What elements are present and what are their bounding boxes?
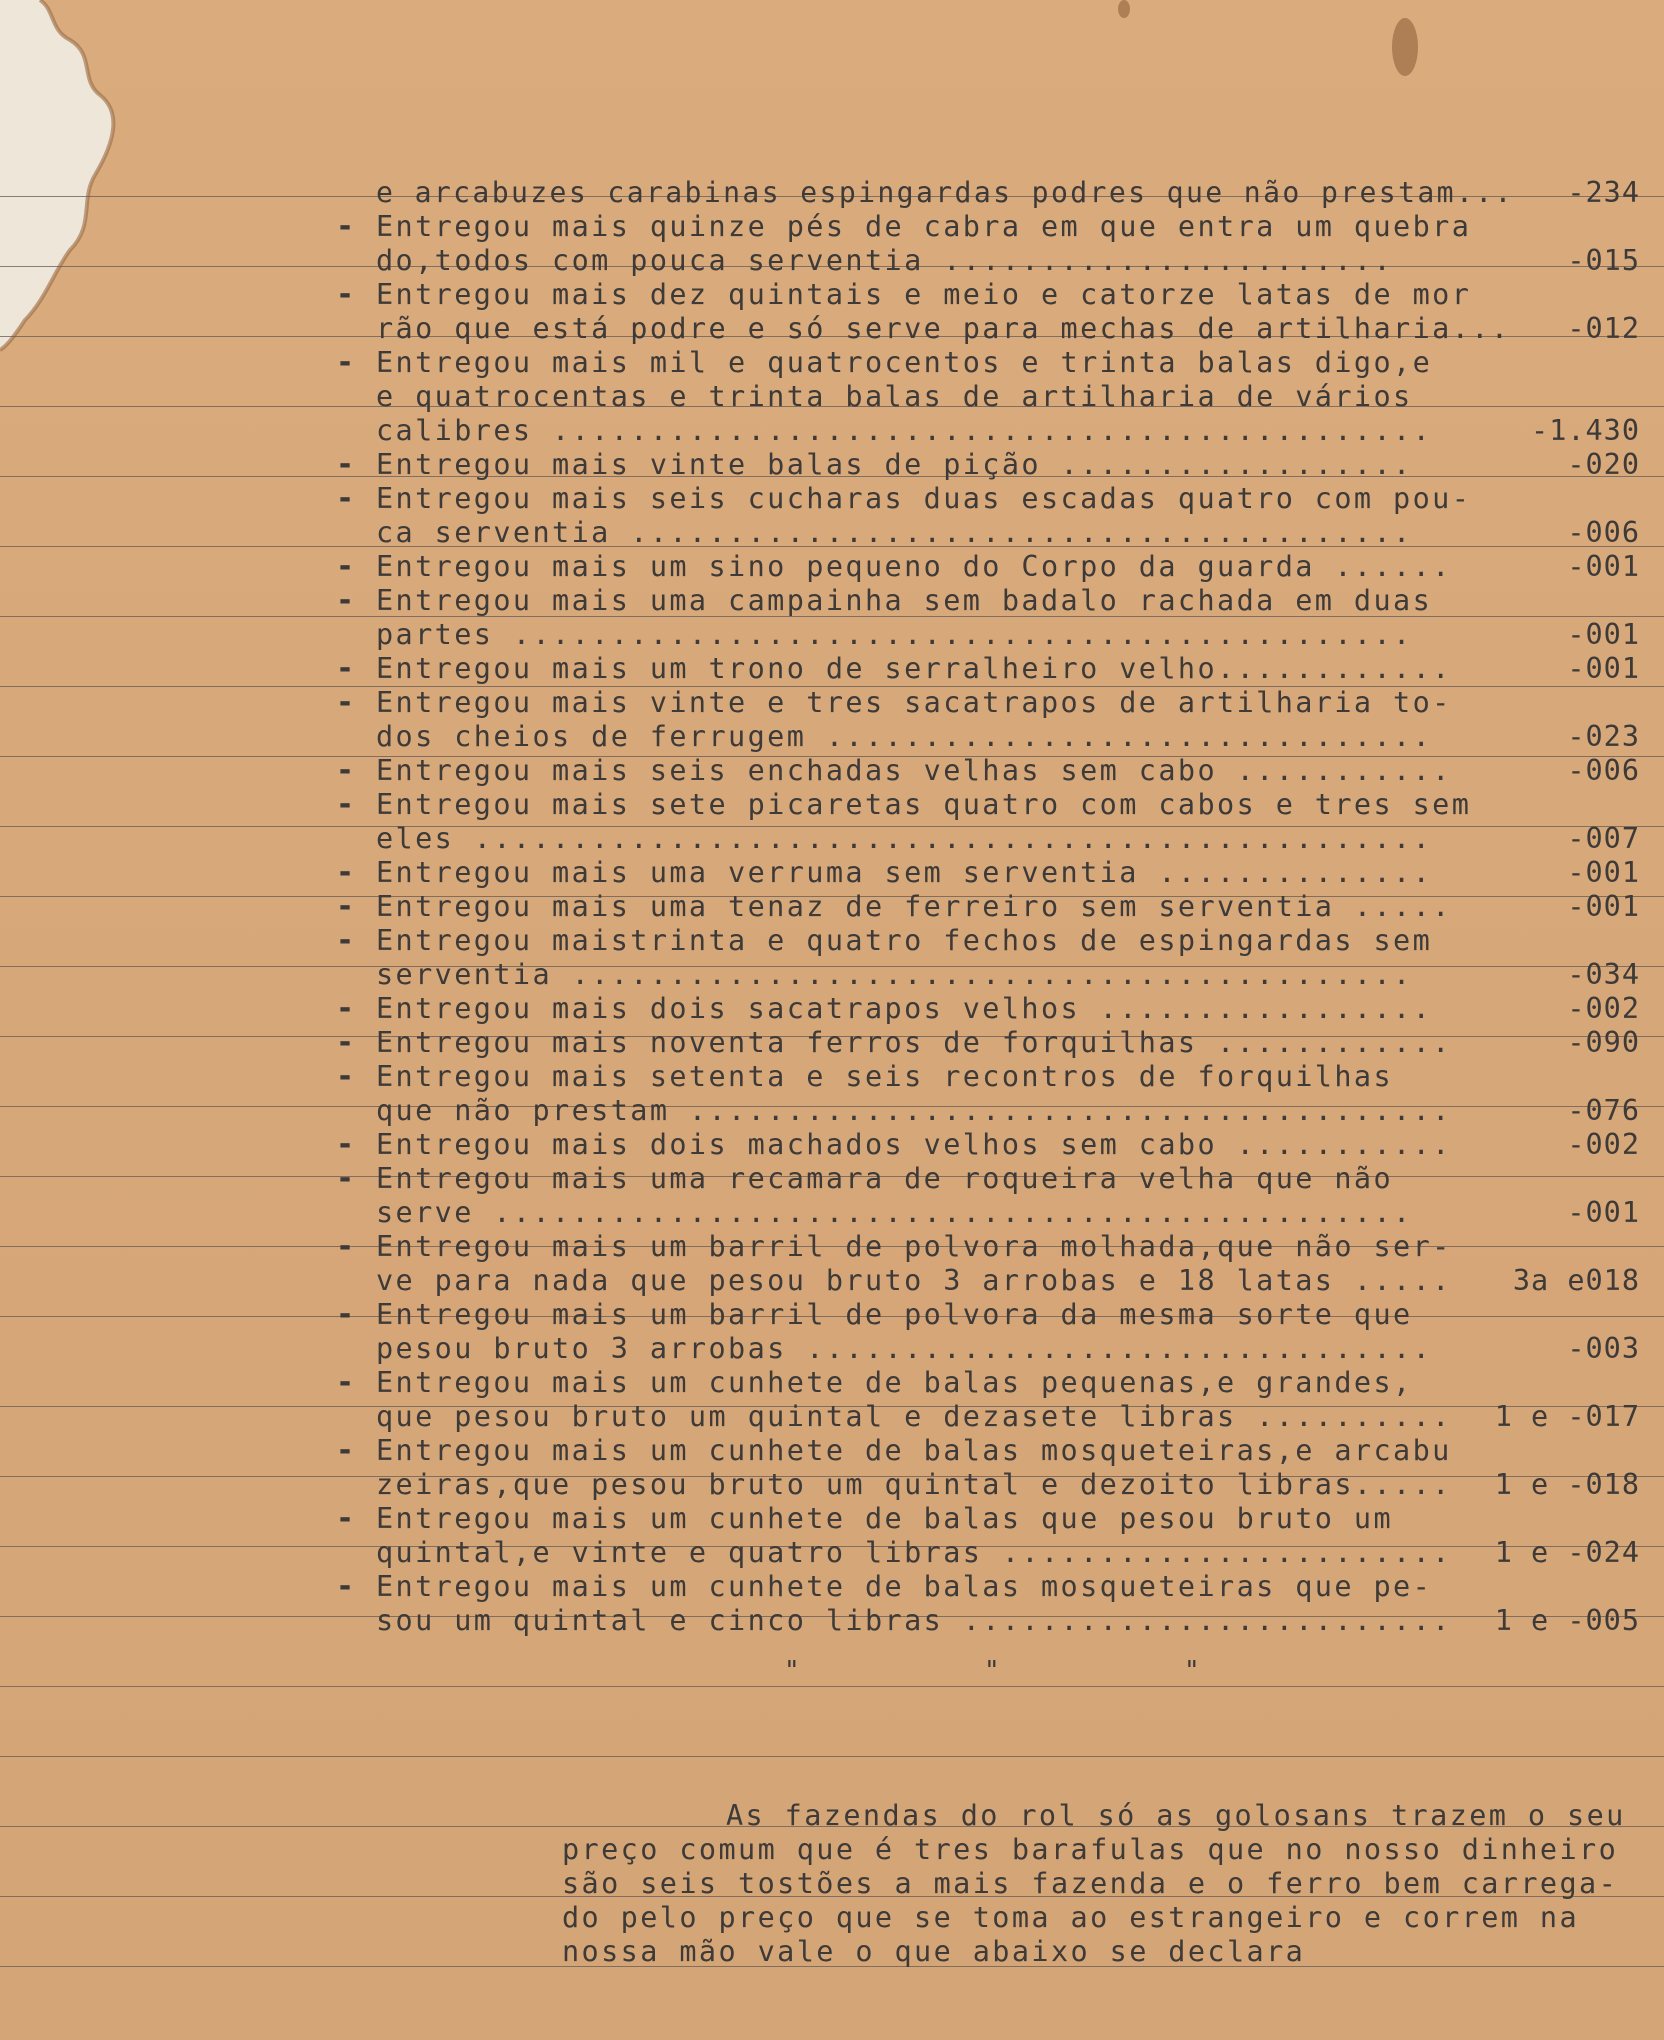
entry-text: Entregou mais uma tenaz de ferreiro sem serventia ..... xyxy=(376,890,1452,923)
entry-amount: -234 xyxy=(1567,176,1640,209)
entry-line xyxy=(0,652,1664,686)
entry-text: Entregou mais um barril de polvora molhada,que não ser- xyxy=(376,1230,1452,1263)
entry-amount: -1.430 xyxy=(1531,414,1640,447)
entry-amount: -015 xyxy=(1567,244,1640,277)
entry-dash: - xyxy=(336,447,357,482)
entry-text: quintal,e vinte e quatro libras ....................... xyxy=(376,1536,1452,1569)
entry-line xyxy=(0,176,1664,210)
entry-dash: - xyxy=(336,1229,357,1264)
entry-text: rão que está podre e só serve para mechas de artilharia... xyxy=(376,312,1511,345)
entry-line xyxy=(0,1332,1664,1366)
entry-amount: -006 xyxy=(1567,754,1640,787)
entry-text: Entregou mais uma campainha sem badalo rachada em duas xyxy=(376,584,1433,617)
entry-line xyxy=(0,312,1664,346)
entry-amount: -001 xyxy=(1567,652,1640,685)
entry-text: do,todos com pouca serventia ....................... xyxy=(376,244,1394,277)
entry-dash: - xyxy=(336,583,357,618)
entry-text: Entregou mais um sino pequeno do Corpo da guarda ...... xyxy=(376,550,1452,583)
closing-line: preço comum que é tres barafulas que no nosso dinheiro xyxy=(562,1833,1619,1866)
entry-amount: -007 xyxy=(1567,822,1640,855)
entry-dash: - xyxy=(336,1365,357,1400)
entry-amount: -001 xyxy=(1567,856,1640,889)
entry-text: que pesou bruto um quintal e dezasete libras .......... xyxy=(376,1400,1452,1433)
entry-text: partes .............................................. xyxy=(376,618,1413,651)
entry-text: e quatrocentas e trinta balas de artilharia de vários xyxy=(376,380,1413,413)
entry-line xyxy=(0,1128,1664,1162)
entry-amount: -034 xyxy=(1567,958,1640,991)
entry-text: dos cheios de ferrugem ............................... xyxy=(376,720,1433,753)
entry-text: Entregou mais um cunhete de balas mosqueteiras,e arcabu xyxy=(376,1434,1452,1467)
entry-text: Entregou mais vinte balas de pição .................. xyxy=(376,448,1413,481)
entry-line xyxy=(0,516,1664,550)
entry-line xyxy=(0,584,1664,618)
entry-amount: 1 e -018 xyxy=(1494,1468,1640,1501)
entry-line xyxy=(0,1468,1664,1502)
ditto-mark: " xyxy=(784,1656,800,1686)
entry-amount: 1 e -024 xyxy=(1494,1536,1640,1569)
entry-amount: 1 e -017 xyxy=(1494,1400,1640,1433)
entry-text: Entregou mais noventa ferros de forquilhas ............ xyxy=(376,1026,1452,1059)
entry-text: Entregou maistrinta e quatro fechos de espingardas sem xyxy=(376,924,1433,957)
entry-text: calibres ............................................. xyxy=(376,414,1433,447)
entry-amount: -001 xyxy=(1567,890,1640,923)
entry-text: zeiras,que pesou bruto um quintal e dezoito libras..... xyxy=(376,1468,1452,1501)
entry-text: Entregou mais sete picaretas quatro com cabos e tres sem xyxy=(376,788,1472,821)
entry-line xyxy=(0,1434,1664,1468)
entry-dash: - xyxy=(336,1059,357,1094)
entry-line xyxy=(0,278,1664,312)
entry-text: Entregou mais dois machados velhos sem cabo ........... xyxy=(376,1128,1452,1161)
entry-line xyxy=(0,1230,1664,1264)
entry-text: pesou bruto 3 arrobas ................................ xyxy=(376,1332,1433,1365)
entry-line xyxy=(0,890,1664,924)
entry-line xyxy=(0,1366,1664,1400)
entry-text: sou um quintal e cinco libras ......................... xyxy=(376,1604,1452,1637)
entry-text: Entregou mais seis cucharas duas escadas quatro com pou- xyxy=(376,482,1472,515)
stain-mark xyxy=(1392,18,1418,76)
entry-line xyxy=(0,686,1664,720)
entry-line xyxy=(0,992,1664,1026)
entry-text: eles ................................................. xyxy=(376,822,1433,855)
entry-amount: -012 xyxy=(1567,312,1640,345)
entry-text: Entregou mais setenta e seis recontros de forquilhas xyxy=(376,1060,1394,1093)
entry-text: serventia ........................................... xyxy=(376,958,1413,991)
ditto-mark: " xyxy=(984,1656,1000,1686)
entry-line xyxy=(0,822,1664,856)
entry-line xyxy=(0,1264,1664,1298)
entry-text: Entregou mais seis enchadas velhas sem cabo ........... xyxy=(376,754,1452,787)
entry-dash: - xyxy=(336,1433,357,1468)
entry-amount: -001 xyxy=(1567,550,1640,583)
entry-line xyxy=(0,414,1664,448)
entry-line xyxy=(0,1502,1664,1536)
entry-text: Entregou mais um cunhete de balas mosqueteiras que pe- xyxy=(376,1570,1433,1603)
entry-text: Entregou mais uma verruma sem serventia .............. xyxy=(376,856,1433,889)
entry-dash: - xyxy=(336,1161,357,1196)
entry-text: Entregou mais um trono de serralheiro velho............ xyxy=(376,652,1452,685)
entry-line xyxy=(0,346,1664,380)
entry-line xyxy=(0,1298,1664,1332)
entry-line xyxy=(0,1570,1664,1604)
entry-dash: - xyxy=(336,889,357,924)
entry-amount: -002 xyxy=(1567,992,1640,1025)
entry-dash: - xyxy=(336,685,357,720)
entry-line xyxy=(0,380,1664,414)
entry-dash: - xyxy=(336,277,357,312)
entry-amount: -076 xyxy=(1567,1094,1640,1127)
entry-line xyxy=(0,754,1664,788)
entry-line xyxy=(0,1536,1664,1570)
entry-amount: -023 xyxy=(1567,720,1640,753)
entry-dash: - xyxy=(336,651,357,686)
entry-line xyxy=(0,1094,1664,1128)
entry-text: serve ............................................... xyxy=(376,1196,1413,1229)
entry-dash: - xyxy=(336,1127,357,1162)
ditto-mark: " xyxy=(1184,1656,1200,1686)
entry-dash: - xyxy=(336,991,357,1026)
entry-amount: 1 e -005 xyxy=(1494,1604,1640,1637)
entry-amount: -002 xyxy=(1567,1128,1640,1161)
closing-line: do pelo preço que se toma ao estrangeiro e correm na xyxy=(562,1901,1580,1934)
entry-text: Entregou mais um cunhete de balas que pesou bruto um xyxy=(376,1502,1394,1535)
entry-text: Entregou mais um barril de polvora da mesma sorte que xyxy=(376,1298,1413,1331)
entry-dash: - xyxy=(336,787,357,822)
entry-amount: -003 xyxy=(1567,1332,1640,1365)
closing-line: são seis tostões a mais fazenda e o ferro bem carrega- xyxy=(562,1867,1619,1900)
entry-line xyxy=(0,1400,1664,1434)
entry-line xyxy=(0,856,1664,890)
entry-dash: - xyxy=(336,345,357,380)
entry-amount: -006 xyxy=(1567,516,1640,549)
entry-amount: -020 xyxy=(1567,448,1640,481)
entry-text: Entregou mais uma recamara de roqueira velha que não xyxy=(376,1162,1394,1195)
entry-text: ca serventia ........................................ xyxy=(376,516,1413,549)
entry-text: Entregou mais um cunhete de balas pequenas,e grandes, xyxy=(376,1366,1413,1399)
stain-mark xyxy=(1118,0,1130,18)
entry-line xyxy=(0,1196,1664,1230)
entry-text: Entregou mais dez quintais e meio e catorze latas de mor xyxy=(376,278,1472,311)
entry-dash: - xyxy=(336,1501,357,1536)
entry-dash: - xyxy=(336,481,357,516)
entry-dash: - xyxy=(336,923,357,958)
entry-line xyxy=(0,1604,1664,1638)
entry-text: ve para nada que pesou bruto 3 arrobas e 18 latas ..... xyxy=(376,1264,1452,1297)
entry-amount: -001 xyxy=(1567,618,1640,651)
entry-line xyxy=(0,482,1664,516)
entry-amount: -001 xyxy=(1567,1196,1640,1229)
entry-dash: - xyxy=(336,209,357,244)
entry-text: Entregou mais mil e quatrocentos e trinta balas digo,e xyxy=(376,346,1433,379)
entry-line xyxy=(0,1162,1664,1196)
entry-line xyxy=(0,788,1664,822)
entry-line xyxy=(0,958,1664,992)
entry-dash: - xyxy=(336,855,357,890)
entry-dash: - xyxy=(336,753,357,788)
entry-dash: - xyxy=(336,1569,357,1604)
entry-line xyxy=(0,244,1664,278)
entry-dash: - xyxy=(336,549,357,584)
entry-line xyxy=(0,1026,1664,1060)
entry-line xyxy=(0,720,1664,754)
closing-line: nossa mão vale o que abaixo se declara xyxy=(562,1935,1306,1968)
entry-line xyxy=(0,210,1664,244)
entry-amount: 3a e018 xyxy=(1512,1264,1640,1297)
entry-text: Entregou mais dois sacatrapos velhos ................. xyxy=(376,992,1433,1025)
entry-amount: -090 xyxy=(1567,1026,1640,1059)
closing-line: As fazendas do rol só as golosans trazem o seu xyxy=(726,1799,1626,1832)
entry-dash: - xyxy=(336,1297,357,1332)
entry-line xyxy=(0,550,1664,584)
entry-line xyxy=(0,1060,1664,1094)
entry-text: Entregou mais quinze pés de cabra em que entra um quebra xyxy=(376,210,1472,243)
entry-text: Entregou mais vinte e tres sacatrapos de artilharia to- xyxy=(376,686,1452,719)
entry-line xyxy=(0,924,1664,958)
entry-text: que não prestam ....................................... xyxy=(376,1094,1452,1127)
entry-dash: - xyxy=(336,1025,357,1060)
entry-text: e arcabuzes carabinas espingardas podres que não prestam... xyxy=(376,176,1514,209)
entry-line xyxy=(0,618,1664,652)
entry-line xyxy=(0,448,1664,482)
